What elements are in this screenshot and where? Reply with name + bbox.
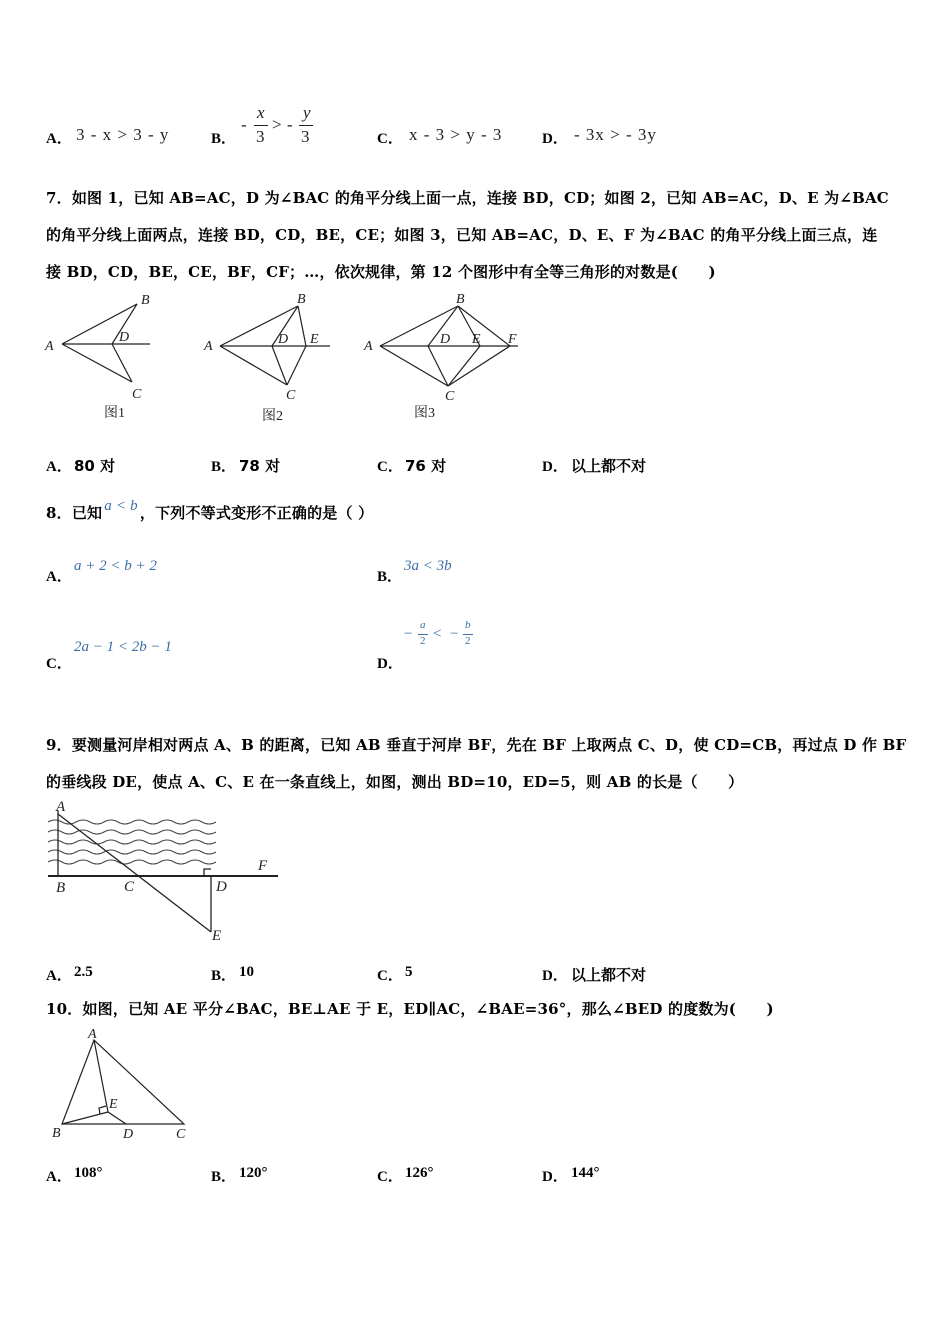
- fig2-label-e: E: [310, 332, 319, 347]
- option-letter: C．: [377, 968, 403, 984]
- frac-num-b: b: [465, 619, 471, 631]
- option-text: 126°: [405, 1165, 434, 1181]
- option-text: 以上都不对: [571, 966, 647, 984]
- segment-ed: [108, 1112, 126, 1124]
- q8-suffix: ，下列不等式变形不正确的是（ ）: [139, 504, 374, 522]
- option-expression: 3 - x > 3 - y: [76, 125, 170, 144]
- q7-line-1: 7．如图 1，已知 AB=AC，D 为∠BAC 的角平分线上面一点，连接 BD，CD；如图 2，已知 AB=AC，D、E 为∠BAC: [46, 189, 889, 207]
- option-text: 78 对: [239, 457, 281, 475]
- fig3-label-b: B: [456, 292, 465, 307]
- fig9-label-e: E: [212, 928, 222, 944]
- option-letter: A．: [46, 459, 72, 475]
- option-letter: D．: [377, 656, 403, 672]
- option-letter: C．: [377, 131, 403, 147]
- option-letter: C．: [377, 1169, 403, 1185]
- fig2-label-c: C: [286, 388, 296, 403]
- fig3-bf: [458, 306, 510, 346]
- expr-minus: -: [287, 115, 293, 134]
- option-expression: 2a − 1 < 2b − 1: [74, 639, 172, 655]
- option-expression: x - 3 > y - 3: [409, 125, 503, 144]
- fig3-label-e: E: [472, 332, 481, 347]
- option-expression: a + 2 < b + 2: [74, 558, 157, 574]
- fig1-label-d: D: [119, 330, 130, 345]
- option-letter: D．: [542, 459, 568, 475]
- expr-minus: −: [404, 626, 413, 642]
- option-text: 10: [239, 964, 254, 980]
- fig10-label-d: D: [123, 1127, 134, 1142]
- option-letter: A．: [46, 131, 72, 147]
- fig10-label-b: B: [52, 1126, 61, 1141]
- fig10-label-c: C: [176, 1127, 186, 1142]
- fig2-caption: 图2: [262, 409, 283, 424]
- q7-figures: [40, 286, 540, 426]
- option-text: 5: [405, 964, 413, 980]
- option-text: 108°: [74, 1165, 103, 1181]
- option-letter: B．: [211, 1169, 237, 1185]
- fig9-label-c: C: [124, 879, 135, 895]
- q8-prefix: 8．已知: [46, 504, 103, 522]
- expr-gt: >: [272, 115, 282, 134]
- fig2-label-a: A: [204, 339, 213, 354]
- fig9-label-d: D: [216, 879, 227, 895]
- frac-den: 3: [301, 127, 310, 146]
- fig3-label-a: A: [364, 339, 373, 354]
- option-letter: B．: [211, 459, 237, 475]
- option-text: 80 对: [74, 457, 116, 475]
- fig2-ac: [220, 346, 287, 385]
- fig3-caption: 图3: [414, 406, 435, 421]
- expr-minus: −: [450, 626, 459, 642]
- fig2-label-d: D: [278, 332, 289, 347]
- option-letter: D．: [542, 968, 568, 984]
- fig1-label-b: B: [141, 293, 150, 308]
- expr-minus: -: [241, 115, 247, 134]
- triangle-abc: [62, 1040, 184, 1124]
- option-letter: B．: [211, 131, 237, 147]
- expr-lt: <: [433, 626, 442, 642]
- fig10-label-a: A: [88, 1027, 97, 1042]
- option-letter: C．: [377, 459, 403, 475]
- option-text: 76 对: [405, 457, 447, 475]
- option-letter: A．: [46, 569, 72, 585]
- option-letter: A．: [46, 1169, 72, 1185]
- fig9-label-b: B: [56, 880, 66, 896]
- option-letter: B．: [377, 569, 403, 585]
- fraction-bar: [254, 125, 268, 126]
- q10-line-1: 10．如图，已知 AE 平分∠BAC，BE⊥AE 于 E，ED∥AC，∠BAE=36°，那么∠BED 的度数为( ): [46, 1000, 774, 1018]
- segment-be: [62, 1112, 108, 1124]
- right-angle-mark: [204, 869, 211, 876]
- q9-line-2: 的垂线段 DE，使点 A、C、E 在一条直线上，如图，测出 BD=10，ED=5，则 AB 的长是（ ）: [46, 773, 744, 791]
- fig1-caption: 图1: [104, 406, 125, 421]
- option-letter: D．: [542, 131, 568, 147]
- fig10-label-e: E: [109, 1097, 118, 1112]
- fig2-cd: [272, 346, 287, 385]
- fig3-label-c: C: [445, 389, 455, 404]
- q7-line-2: 的角平分线上面两点，连接 BD，CD，BE，CE；如图 3，已知 AB=AC，D、E、F 为∠BAC 的角平分线上面三点，连: [46, 226, 878, 244]
- option-text: 以上都不对: [571, 457, 647, 475]
- option-letter: D．: [542, 1169, 568, 1185]
- frac-den: 2: [465, 635, 471, 647]
- fig1-label-c: C: [132, 387, 142, 402]
- q9-line-1: 9．要测量河岸相对两点 A、B 的距离，已知 AB 垂直于河岸 BF，先在 BF 上取两点 C、D，使 CD=CB，再过点 D 作 BF: [46, 736, 907, 754]
- fig9-label-a: A: [56, 799, 66, 815]
- frac-num-x: x: [257, 103, 265, 122]
- fraction-bar: [299, 125, 313, 126]
- q8-stem: [46, 498, 374, 523]
- frac-num-a: a: [420, 619, 426, 631]
- fig2-label-b: B: [297, 292, 306, 307]
- fig1-label-a: A: [45, 339, 54, 354]
- river-waves: [48, 820, 216, 864]
- q10-triangle-figure: [46, 1026, 196, 1144]
- option-expression: 3a < 3b: [404, 558, 452, 574]
- fig3-label-d: D: [440, 332, 451, 347]
- frac-den: 2: [420, 635, 426, 647]
- fig9-label-f: F: [258, 858, 268, 874]
- option-text: 2.5: [74, 964, 93, 980]
- q8-condition: a < b: [104, 498, 138, 514]
- fig3-cf: [448, 346, 510, 386]
- q7-line-3: 接 BD，CD，BE，CE，BF，CF；…，依次规律，第 12 个图形中有全等三角形的对数是( ): [46, 263, 716, 281]
- q9-river-figure: [44, 798, 284, 946]
- frac-num-y: y: [303, 103, 311, 122]
- option-text: 144°: [571, 1165, 600, 1181]
- frac-den: 3: [256, 127, 265, 146]
- fig3-label-f: F: [508, 332, 517, 347]
- fig3-ce: [448, 346, 480, 386]
- fig2-be: [298, 306, 306, 346]
- fig2-ce: [287, 346, 306, 385]
- option-expression: - 3x > - 3y: [574, 125, 657, 144]
- option-letter: C．: [46, 656, 72, 672]
- option-text: 120°: [239, 1165, 268, 1181]
- option-letter: B．: [211, 968, 237, 984]
- option-letter: A．: [46, 968, 72, 984]
